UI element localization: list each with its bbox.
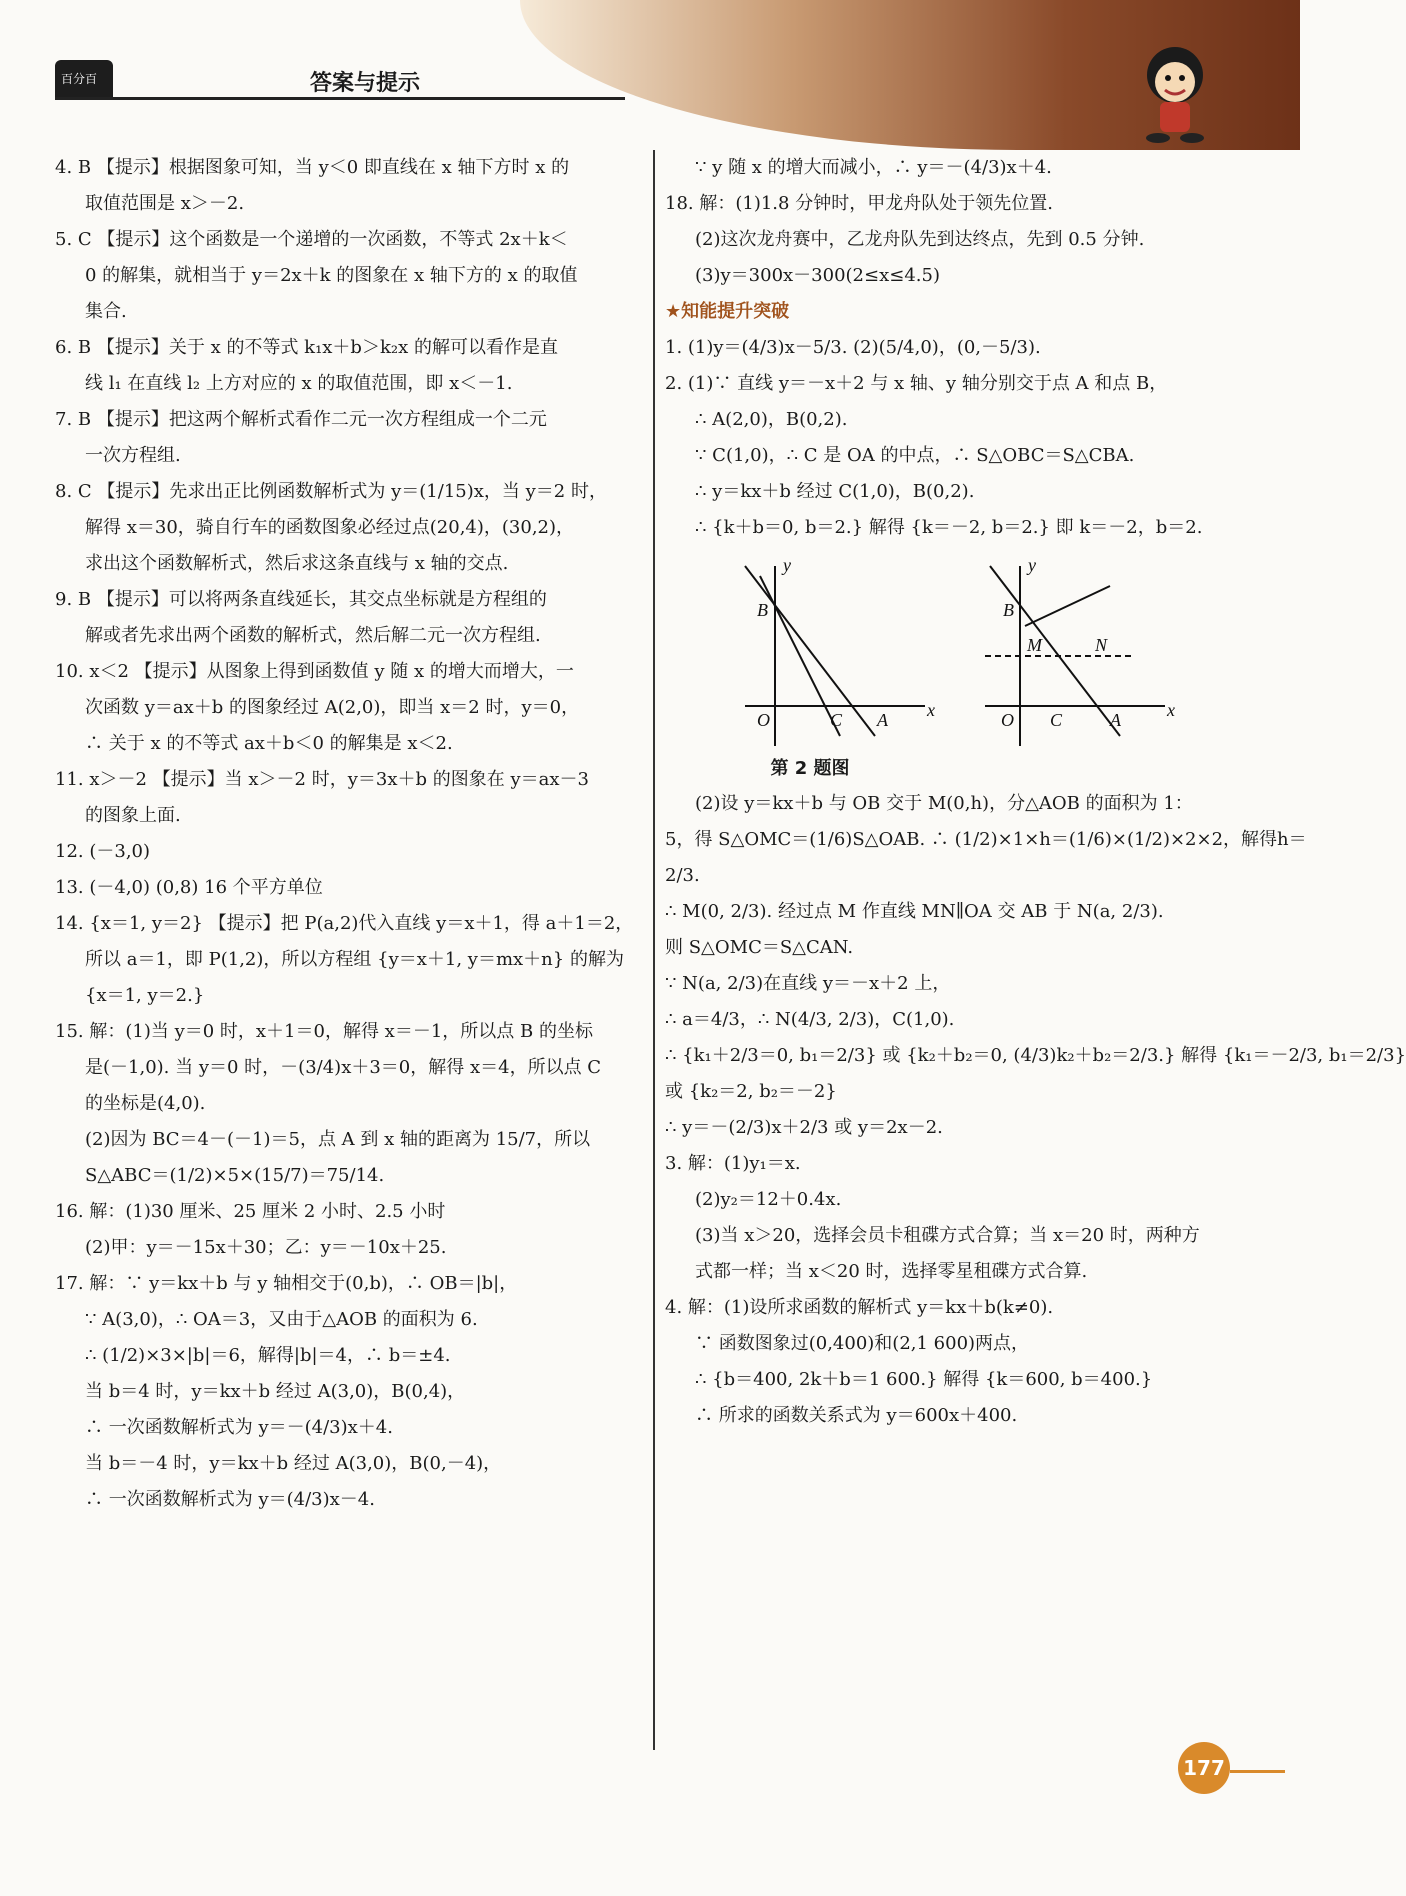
answer-line: ∴ A(2,0)，B(0,2). — [695, 409, 848, 430]
answer-line: 4. B 【提示】根据图象可知，当 y＜0 即直线在 x 轴下方时 x 的 — [55, 157, 570, 178]
answer-line: ∵ C(1,0)，∴ C 是 OA 的中点，∴ S△OBC＝S△CBA. — [695, 445, 1135, 466]
label: y — [783, 555, 791, 575]
label: B — [757, 600, 768, 620]
answer-line: 解或者先求出两个函数的解析式，然后解二元一次方程组. — [85, 625, 541, 646]
answer-line: ∴ {k₁＋2/3＝0, b₁＝2/3} 或 {k₂＋b₂＝0, (4/3)k₂＋b₂＝2/3.} 解得 {k₁＝－2/3, b₁＝2/3} — [665, 1045, 1406, 1066]
answer-line: ∴ {b＝400, 2k＋b＝1 600.} 解得 {k＝600, b＝400.} — [695, 1369, 1153, 1390]
figure-2 — [665, 546, 1245, 786]
answer-line: 求出这个函数解析式，然后求这条直线与 x 轴的交点. — [85, 553, 509, 574]
answer-line: 次函数 y＝ax＋b 的图象经过 A(2,0)，即当 x＝2 时，y＝0， — [85, 697, 580, 718]
label: O — [757, 710, 770, 730]
label: C — [830, 710, 843, 730]
answer-line: 2/3. — [665, 865, 700, 886]
answer-line: ∴ 一次函数解析式为 y＝(4/3)x－4. — [85, 1489, 375, 1510]
answer-line: 6. B 【提示】关于 x 的不等式 k₁x＋b＞k₂x 的解可以看作是直 — [55, 337, 558, 358]
answer-line: 是(－1,0). 当 y＝0 时，－(3/4)x＋3＝0，解得 x＝4，所以点 C — [85, 1057, 602, 1078]
answer-line: 一次方程组. — [85, 445, 181, 466]
answer-line: ∴ y＝kx＋b 经过 C(1,0)，B(0,2). — [695, 481, 975, 502]
answer-line: ∵ N(a, 2/3)在直线 y＝－x＋2 上， — [665, 973, 951, 994]
answer-line: 集合. — [85, 301, 127, 322]
answer-line: 12. (－3,0) — [55, 841, 151, 862]
label: N — [1095, 635, 1108, 655]
answer-line: ∴ 所求的函数关系式为 y＝600x＋400. — [695, 1405, 1018, 1426]
answer-line: ∵ A(3,0)，∴ OA＝3，又由于△AOB 的面积为 6. — [85, 1309, 478, 1330]
label: A — [1110, 710, 1121, 730]
answer-line: ∵ y 随 x 的增大而减小，∴ y＝－(4/3)x＋4. — [695, 157, 1052, 178]
answer-line: ∴ M(0, 2/3). 经过点 M 作直线 MN∥OA 交 AB 于 N(a, 2/3). — [665, 901, 1164, 922]
answer-line: 5. C 【提示】这个函数是一个递增的一次函数，不等式 2x＋k＜ — [55, 229, 568, 250]
answer-line: ∴ (1/2)×3×|b|＝6，解得|b|＝4，∴ b＝±4. — [85, 1345, 451, 1366]
answer-line: 当 b＝4 时，y＝kx＋b 经过 A(3,0)，B(0,4)， — [85, 1381, 466, 1402]
answer-line: 16. 解：(1)30 厘米、25 厘米 2 小时、2.5 小时 — [55, 1201, 446, 1222]
answer-line: 8. C 【提示】先求出正比例函数解析式为 y＝(1/15)x，当 y＝2 时， — [55, 481, 607, 502]
answer-line: (2)甲：y＝－15x＋30；乙：y＝－10x＋25. — [85, 1237, 447, 1258]
answer-line: 所以 a＝1，即 P(1,2)，所以方程组 {y＝x＋1, y＝mx＋n} 的解为 — [85, 949, 624, 970]
answer-line: 当 b＝－4 时，y＝kx＋b 经过 A(3,0)，B(0,－4)， — [85, 1453, 502, 1474]
answer-line: (2)因为 BC＝4－(－1)＝5，点 A 到 x 轴的距离为 15/7，所以 — [85, 1129, 591, 1150]
label: y — [1028, 555, 1036, 575]
answer-line: ∴ y＝－(2/3)x＋2/3 或 y＝2x－2. — [665, 1117, 943, 1138]
answer-line: ∵ 函数图象过(0,400)和(2,1 600)两点， — [695, 1333, 1030, 1354]
answer-line: S△ABC＝(1/2)×5×(15/7)＝75/14. — [85, 1165, 385, 1186]
book-logo — [55, 60, 113, 98]
answer-line: 18. 解：(1)1.8 分钟时，甲龙舟队处于领先位置. — [665, 193, 1053, 214]
answer-line: 13. (－4,0) (0,8) 16 个平方单位 — [55, 877, 323, 898]
label: B — [1003, 600, 1014, 620]
line-bc — [760, 576, 840, 736]
answer-line: ∴ a＝4/3，∴ N(4/3, 2/3)，C(1,0). — [665, 1009, 955, 1030]
answer-line: ∴ {k＋b＝0, b＝2.} 解得 {k＝－2, b＝2.} 即 k＝－2，b＝2. — [695, 517, 1203, 538]
answer-line: (3)y＝300x－300(2≤x≤4.5) — [695, 265, 940, 286]
page-title: 答案与提示 — [310, 71, 421, 96]
column-divider — [653, 150, 655, 1750]
answer-line: (2)y₂＝12＋0.4x. — [695, 1189, 842, 1210]
answer-line: (3)当 x＞20，选择会员卡租碟方式合算；当 x＝20 时，两种方 — [695, 1225, 1200, 1246]
label: x — [1167, 700, 1175, 720]
answer-line: 0 的解集，就相当于 y＝2x＋k 的图象在 x 轴下方的 x 的取值 — [85, 265, 578, 286]
answer-line: 17. 解：∵ y＝kx＋b 与 y 轴相交于(0,b)，∴ OB＝|b|， — [55, 1273, 518, 1294]
answer-line: (2)这次龙舟赛中，乙龙舟队先到达终点，先到 0.5 分钟. — [695, 229, 1145, 250]
left-column — [55, 150, 634, 1518]
section-heading: ★知能提升突破 — [665, 301, 790, 322]
answer-line: {x＝1, y＝2.} — [85, 985, 205, 1006]
answer-line: 的坐标是(4,0). — [85, 1093, 206, 1114]
answer-line: 5，得 S△OMC＝(1/6)S△OAB. ∴ (1/2)×1×h＝(1/6)×(1/2)×2×2，解得h＝ — [665, 829, 1307, 850]
label: x — [927, 700, 935, 720]
label: A — [877, 710, 888, 730]
answer-line: 2. (1)∵ 直线 y＝－x＋2 与 x 轴、y 轴分别交于点 A 和点 B， — [665, 373, 1168, 394]
figure-caption: 第 2 题图 — [770, 758, 850, 779]
answer-line: (2)设 y＝kx＋b 与 OB 交于 M(0,h)，分△AOB 的面积为 1： — [695, 793, 1193, 814]
mascot-illustration — [1080, 30, 1250, 150]
label: O — [1001, 710, 1014, 730]
label: C — [1050, 710, 1063, 730]
answer-line: 的图象上面. — [85, 805, 181, 826]
answer-line: 14. {x＝1, y＝2} 【提示】把 P(a,2)代入直线 y＝x＋1，得 a＋1＝2， — [55, 913, 634, 934]
answer-line: ∴ 关于 x 的不等式 ax＋b＜0 的解集是 x＜2. — [85, 733, 453, 754]
answer-line: 或 {k₂＝2, b₂＝－2} — [665, 1081, 837, 1102]
answer-line: 1. (1)y＝(4/3)x－5/3. (2)(5/4,0)，(0,－5/3). — [665, 337, 1041, 358]
page-number-rule — [1230, 1770, 1285, 1773]
logo-text: 百分百 — [61, 72, 98, 86]
answer-line: 解得 x＝30，骑自行车的函数图象必经过点(20,4)，(30,2)， — [85, 517, 575, 538]
answer-line: 4. 解：(1)设所求函数的解析式 y＝kx＋b(k≠0). — [665, 1297, 1054, 1318]
page-number: 177 — [1178, 1742, 1230, 1794]
coordinate-diagrams — [665, 546, 1245, 756]
answer-line: ∴ 一次函数解析式为 y＝－(4/3)x＋4. — [85, 1417, 393, 1438]
answer-line: 式都一样；当 x＜20 时，选择零星租碟方式合算. — [695, 1261, 1088, 1282]
answer-line: 10. x＜2 【提示】从图象上得到函数值 y 随 x 的增大而增大，一 — [55, 661, 574, 682]
answer-line: 则 S△OMC＝S△CAN. — [665, 937, 854, 958]
right-column — [665, 150, 1406, 1434]
answer-line: 9. B 【提示】可以将两条直线延长，其交点坐标就是方程组的 — [55, 589, 547, 610]
answer-line: 取值范围是 x＞－2. — [85, 193, 245, 214]
label: M — [1027, 635, 1042, 655]
answer-line: 线 l₁ 在直线 l₂ 上方对应的 x 的取值范围，即 x＜－1. — [85, 373, 513, 394]
answer-line: 7. B 【提示】把这两个解析式看作二元一次方程组成一个二元 — [55, 409, 547, 430]
answer-line: 15. 解：(1)当 y＝0 时，x＋1＝0，解得 x＝－1，所以点 B 的坐标 — [55, 1021, 593, 1042]
line-mc — [1025, 586, 1110, 626]
answer-line: 11. x＞－2 【提示】当 x＞－2 时，y＝3x＋b 的图象在 y＝ax－3 — [55, 769, 589, 790]
header-rule — [55, 97, 625, 100]
answer-line: 3. 解：(1)y₁＝x. — [665, 1153, 801, 1174]
